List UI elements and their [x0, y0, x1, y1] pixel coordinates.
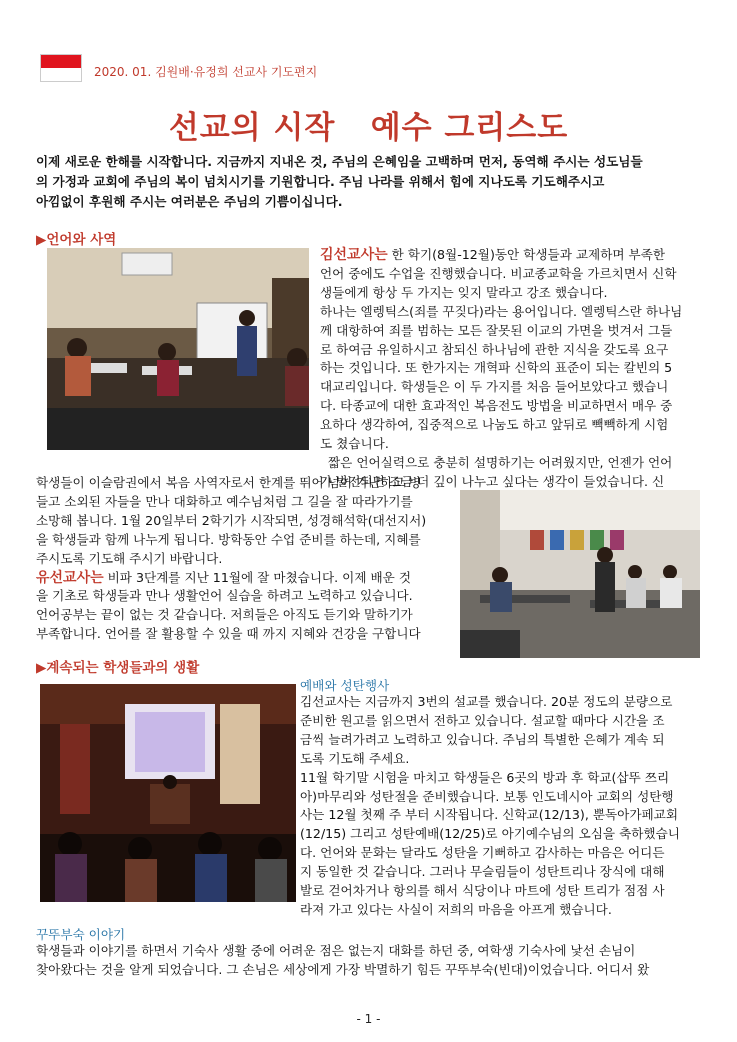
section1-left-column — [36, 474, 456, 644]
indonesia-flag-icon — [40, 54, 82, 82]
worship-paragraph — [300, 693, 710, 920]
text-line: 아)마무리와 성탄절을 준비했습니다. 보통 인도네시아 교회의 성탄행 — [300, 788, 674, 804]
text-line: 을 학생들과 함께 나누게 됩니다. 방학동안 수업 준비를 하는데, 지혜를 — [36, 531, 421, 547]
page-number: - 1 - — [356, 1012, 381, 1026]
text-line: 다. 언어와 문화는 달라도 성탄을 기뻐하고 감사하는 마음은 어디든 — [300, 845, 665, 861]
text-line: 도 쳤습니다. — [320, 436, 389, 452]
text-line: 소망해 봅니다. 1월 20일부터 2학기가 시작되면, 성경해석학(대선지서) — [36, 512, 427, 528]
text-line: 학생들이 이슬람권에서 복음 사역자로서 한계를 뛰어 넘어 가난하고 병 — [36, 475, 421, 490]
classroom-photo — [47, 248, 309, 450]
text-line: 로 하여금 유일하시고 참되신 하나님에 관한 지식을 갖도록 요구 — [320, 341, 669, 357]
text-line: 하나는 엘렝틱스(죄를 꾸짖다)라는 용어입니다. 엘렝틱스란 하나님 — [320, 303, 683, 319]
yoo-missionary-name: 유선교사는 — [36, 569, 104, 586]
text-line: 다. 타종교에 대한 효과적인 복음전도 방법을 비교하면서 매우 중 — [320, 398, 673, 414]
section-heading-language: ▶언어와 사역 — [36, 232, 117, 248]
text-line: 생들에게 항상 두 가지는 잊지 말라고 강조 했습니다. — [320, 284, 608, 300]
text-line: 지 동일한 것 같습니다. 그러나 무슬림들이 성탄트리나 장식에 대해 — [300, 864, 665, 880]
text-line: 하는 것입니다. 또 한가지는 개혁파 신학의 표준이 되는 칼빈의 5 — [320, 360, 673, 376]
letter-header: 2020. 01. 김원배·유정희 선교사 기도편지 — [94, 65, 318, 79]
kim-missionary-name: 김선교사는 — [320, 247, 388, 263]
intro-line: 아낌없이 후원해 주시는 여러분은 주님의 기쁨이십니다. — [36, 194, 343, 209]
text-line: 사는 12월 첫째 주 부터 시작됩니다. 신학교(12/13), 뿐독아가페교회 — [300, 807, 678, 823]
text-line: 비파 3단계를 지난 11월에 잘 마쳤습니다. 이제 배운 것 — [103, 569, 412, 585]
worship-service-photo — [40, 684, 296, 902]
text-line: 대교리입니다. 학생들은 이 두 가지를 처음 들어보았다고 했습니 — [320, 379, 669, 395]
page-title: 선교의 시작 예수 그리스도 — [168, 110, 569, 146]
text-line: 준비한 원고를 읽으면서 전하고 있습니다. 설교할 때마다 시간을 조 — [300, 712, 665, 728]
text-line: 11월 학기말 시험을 마치고 학생들은 6곳의 방과 후 학교(삽뚜 쯔리 — [300, 769, 670, 785]
kim-paragraph — [320, 246, 710, 492]
language-class-photo — [460, 490, 700, 658]
text-line: 짧은 언어실력으로 충분히 설명하기는 어려웠지만, 언젠가 언어 — [320, 454, 673, 470]
text-line: 주시도록 기도해 주시기 바랍니다. — [36, 550, 223, 566]
text-line: 언어 중에도 수업을 진행했습니다. 비교종교학을 가르치면서 신학 — [320, 265, 677, 281]
text-line: 금씩 늘려가려고 노력하고 있습니다. 주님의 특별한 은혜가 계속 되 — [300, 731, 665, 747]
text-line: 도록 기도해 주세요. — [300, 750, 410, 766]
subheading-bedbug-story: 꾸뚜부숙 이야기 — [36, 927, 126, 942]
text-line: 학생들과 이야기를 하면서 기숙사 생활 중에 어려운 점은 없는지 대화를 하던 중, 여학생 기숙사에 낯선 손님이 — [36, 943, 636, 958]
text-line: 찾아왔다는 것을 알게 되었습니다. 그 손님은 세상에게 가장 박멸하기 힘든 꾸뚜부숙(빈대)이었습니다. 어디서 왔 — [36, 961, 650, 977]
text-line: 가 발전되면 조금 더 깊이 나누고 싶다는 생각이 들었습니다. 신 — [320, 473, 665, 489]
text-line: 한 학기(8월-12월)동안 학생들과 교제하며 부족한 — [387, 247, 666, 262]
text-line: 김선교사는 지금까지 3번의 설교를 했습니다. 20분 정도의 분량으로 — [300, 694, 673, 709]
text-line: 들고 소외된 자들을 만나 대화하고 예수님처럼 그 길을 잘 따라가기를 — [36, 493, 413, 509]
subheading-worship: 예배와 성탄행사 — [300, 678, 390, 693]
text-line: 언어공부는 끝이 없는 것 같습니다. 저희들은 아직도 듣기와 말하기가 — [36, 607, 413, 623]
text-line: 라져 가고 있다는 사실이 저희의 마음을 아프게 했습니다. — [300, 901, 612, 917]
text-line: 발로 걷어차거나 항의를 해서 식당이나 마트에 성탄 트리가 점점 사 — [300, 883, 665, 899]
text-line: 부족합니다. 언어를 잘 활용할 수 있을 때 까지 지혜와 건강을 구합니다 — [36, 626, 421, 642]
text-line: 께 대항하여 죄를 범하는 모든 잘못된 이교의 가면을 벗겨서 그들 — [320, 322, 673, 338]
text-line: 을 기초로 학생들과 만나 생활언어 실습을 하려고 노력하고 있습니다. — [36, 588, 413, 604]
intro-line: 이제 새로운 한해를 시작합니다. 지금까지 지내온 것, 주님의 은혜임을 고백하며 먼저, 동역해 주시는 성도님들 — [36, 154, 643, 169]
section1-right-column — [320, 246, 710, 492]
section-heading-students: ▶계속되는 학생들과의 생활 — [36, 660, 200, 676]
intro-line: 의 가정과 교회에 주님의 복이 넘치시기를 기원합니다. 주님 나라를 위해서 힘에 지나도록 기도해주시고 — [36, 174, 605, 189]
text-line: (12/15) 그리고 성탄예배(12/25)로 아기예수님의 오심을 축하했습니 — [300, 826, 680, 842]
bedbug-paragraph — [36, 942, 706, 980]
text-line: 요하다 생각하여, 집중적으로 나눔도 하고 앞뒤로 빽빽하게 시험 — [320, 417, 669, 433]
intro-paragraph — [36, 152, 706, 212]
